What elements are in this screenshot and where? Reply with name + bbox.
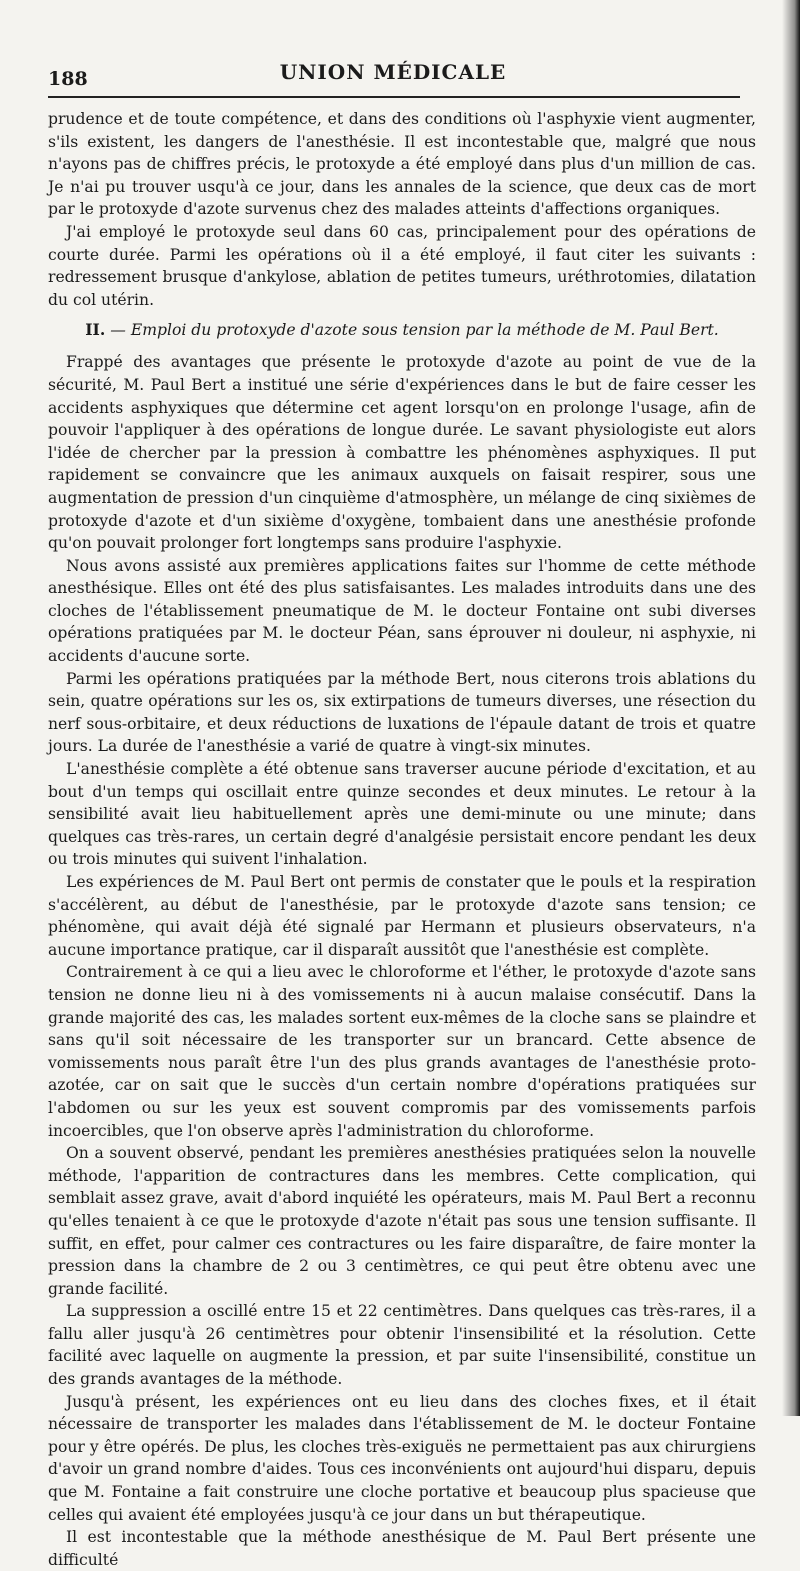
page-edge-shadow bbox=[782, 0, 800, 1416]
paragraph: L'anesthésie complète a été obtenue sans traverser aucune période d'excitation, et au bout d'un temps qui oscillait entre quinze secondes et deux minutes. Le retour à la sensibilité avait lieu habituellement après une demi-minute ou une minute; dans quelques cas très-rares, un certain degré d'analgésie persistait encore pendant les deux ou trois minutes qui suivent l'inhalation. bbox=[48, 760, 756, 869]
running-title: UNION MÉDICALE bbox=[279, 60, 507, 84]
section-title: Emploi du protoxyde d'azote sous tension par la méthode de M. Paul Bert. bbox=[130, 321, 719, 340]
paragraph: La suppression a oscillé entre 15 et 22 centimètres. Dans quelques cas très-rares, il a fallu aller jusqu'à 26 centimètres pour obtenir l'insensibilité et la résolution. Cette facilité avec laquelle on augmente la pression, et par suite l'insensibilité, constitue un des grands avantages de la méthode. bbox=[48, 1302, 756, 1389]
page-number: 188 bbox=[48, 68, 88, 90]
paragraph: Frappé des avantages que présente le protoxyde d'azote au point de vue de la sécurité, M. Paul Bert a institué une série d'expériences dans le but de faire cesser les accidents asphyxiques que détermine cet agent lorsqu'on en prolonge l'usage, afin de pouvoir l'appliquer à des opérations de longue durée. Le savant physiologiste eut alors l'idée de chercher par la pression à combattre les phénomènes asphyxiques. Il put rapidement se convaincre que les animaux auxquels on faisait respirer, sous une augmentation de pression d'un cinquième d'atmosphère, un mélange de cinq sixièmes de protoxyde d'azote et d'un sixième d'oxygène, tombaient dans une anesthésie profonde qu'on pouvait prolonger fort longtemps sans produire l'asphyxie. bbox=[48, 353, 756, 553]
body-text bbox=[48, 108, 756, 1571]
header-rule bbox=[48, 96, 740, 98]
paragraph: Jusqu'à présent, les expériences ont eu lieu dans des cloches fixes, et il était nécessaire de transporter les malades dans l'établissement de M. le docteur Fontaine pour y être opérés. De plus, les cloches très-exiguës ne permettaient pas aux chirurgiens d'avoir un grand nombre d'aides. Tous ces inconvénients ont aujourd'hui disparu, depuis que M. Fontaine a fait construire une cloche portative et beaucoup plus spacieuse que celles qui avaient été employées jusqu'à ce jour dans un but thérapeutique. bbox=[48, 1392, 756, 1524]
section-dash: — bbox=[110, 321, 126, 340]
paragraph-final: Il est incontestable que la méthode anesthésique de M. Paul Bert présente une difficulté bbox=[48, 1528, 756, 1569]
paragraph: J'ai employé le protoxyde seul dans 60 cas, principalement pour des opérations de courte durée. Parmi les opérations où il a été employé, il faut citer les suivants : redressement brusque d'ankylose, ablation de petites tumeurs, uréthrotomies, dilatation du col utérin. bbox=[48, 222, 756, 309]
paragraph-continuation: prudence et de toute compétence, et dans des conditions où l'asphyxie vient augmenter, s'ils existent, les dangers de l'anesthésie. Il est incontestable que, malgré que nous n'ayons pas de chiffres précis, le protoxyde a été employé dans plus d'un million de cas. Je n'ai pu trouver usqu'à ce jour, dans les annales de la science, que deux cas de mort par le protoxyde d'azote survenus chez des malades atteints d'affections organiques. bbox=[48, 110, 756, 219]
paragraph: Les expériences de M. Paul Bert ont permis de constater que le pouls et la respiration s'accélèrent, au début de l'anesthésie, par le protoxyde d'azote sans tension; ce phénomène, qui avait déjà été signalé par Hermann et plusieurs observateurs, n'a aucune importance pratique, car il disparaît aussitôt que l'anesthésie est complète. bbox=[48, 873, 756, 959]
page-header bbox=[48, 58, 738, 94]
section-number: II. bbox=[85, 320, 106, 340]
section-heading bbox=[48, 319, 756, 341]
paragraph: On a souvent observé, pendant les premières anesthésies pratiquées selon la nouvelle méthode, l'apparition de contractures dans les membres. Cette complication, qui semblait assez grave, avait d'abord inquiété les opérateurs, mais M. Paul Bert a reconnu qu'elles tenaient à ce que le protoxyde d'azote n'était pas sous une tension suffisante. Il suffit, en effet, pour calmer ces contractures ou les faire disparaître, de faire monter la pression dans la chambre de 2 ou 3 centimètres, ce qui peut être obtenu avec une grande facilité. bbox=[48, 1144, 756, 1298]
paragraph: Nous avons assisté aux premières applications faites sur l'homme de cette méthode anesthésique. Elles ont été des plus satisfaisantes. Les malades introduits dans une des cloches de l'établissement pneumatique de M. le docteur Fontaine ont subi diverses opérations pratiquées par M. le docteur Péan, sans éprouver ni douleur, ni asphyxie, ni accidents d'aucune sorte. bbox=[48, 556, 756, 666]
paragraph: Parmi les opérations pratiquées par la méthode Bert, nous citerons trois ablations du sein, quatre opérations sur les os, six extirpations de tumeurs diverses, une résection du nerf sous-orbitaire, et deux réductions de luxations de l'épaule datant de trois et quatre jours. La durée de l'anesthésie a varié de quatre à vingt-six minutes. bbox=[48, 669, 756, 756]
paragraph: Contrairement à ce qui a lieu avec le chloroforme et l'éther, le protoxyde d'azote sans tension ne donne lieu ni à des vomissements ni à aucun malaise consécutif. Dans la grande majorité des cas, les malades sortent eux-mêmes de la cloche sans se plaindre et sans qu'il soit nécessaire de les transporter sur un brancard. Cette absence de vomissements nous paraît être l'un des plus grands avantages de l'anesthésie proto-azotée, car on sait que le succès d'un certain nombre d'opérations pratiquées sur l'abdomen ou sur les yeux est souvent compromis par des vomissements parfois incoercibles, que l'on observe après l'administration du chloroforme. bbox=[48, 963, 756, 1140]
